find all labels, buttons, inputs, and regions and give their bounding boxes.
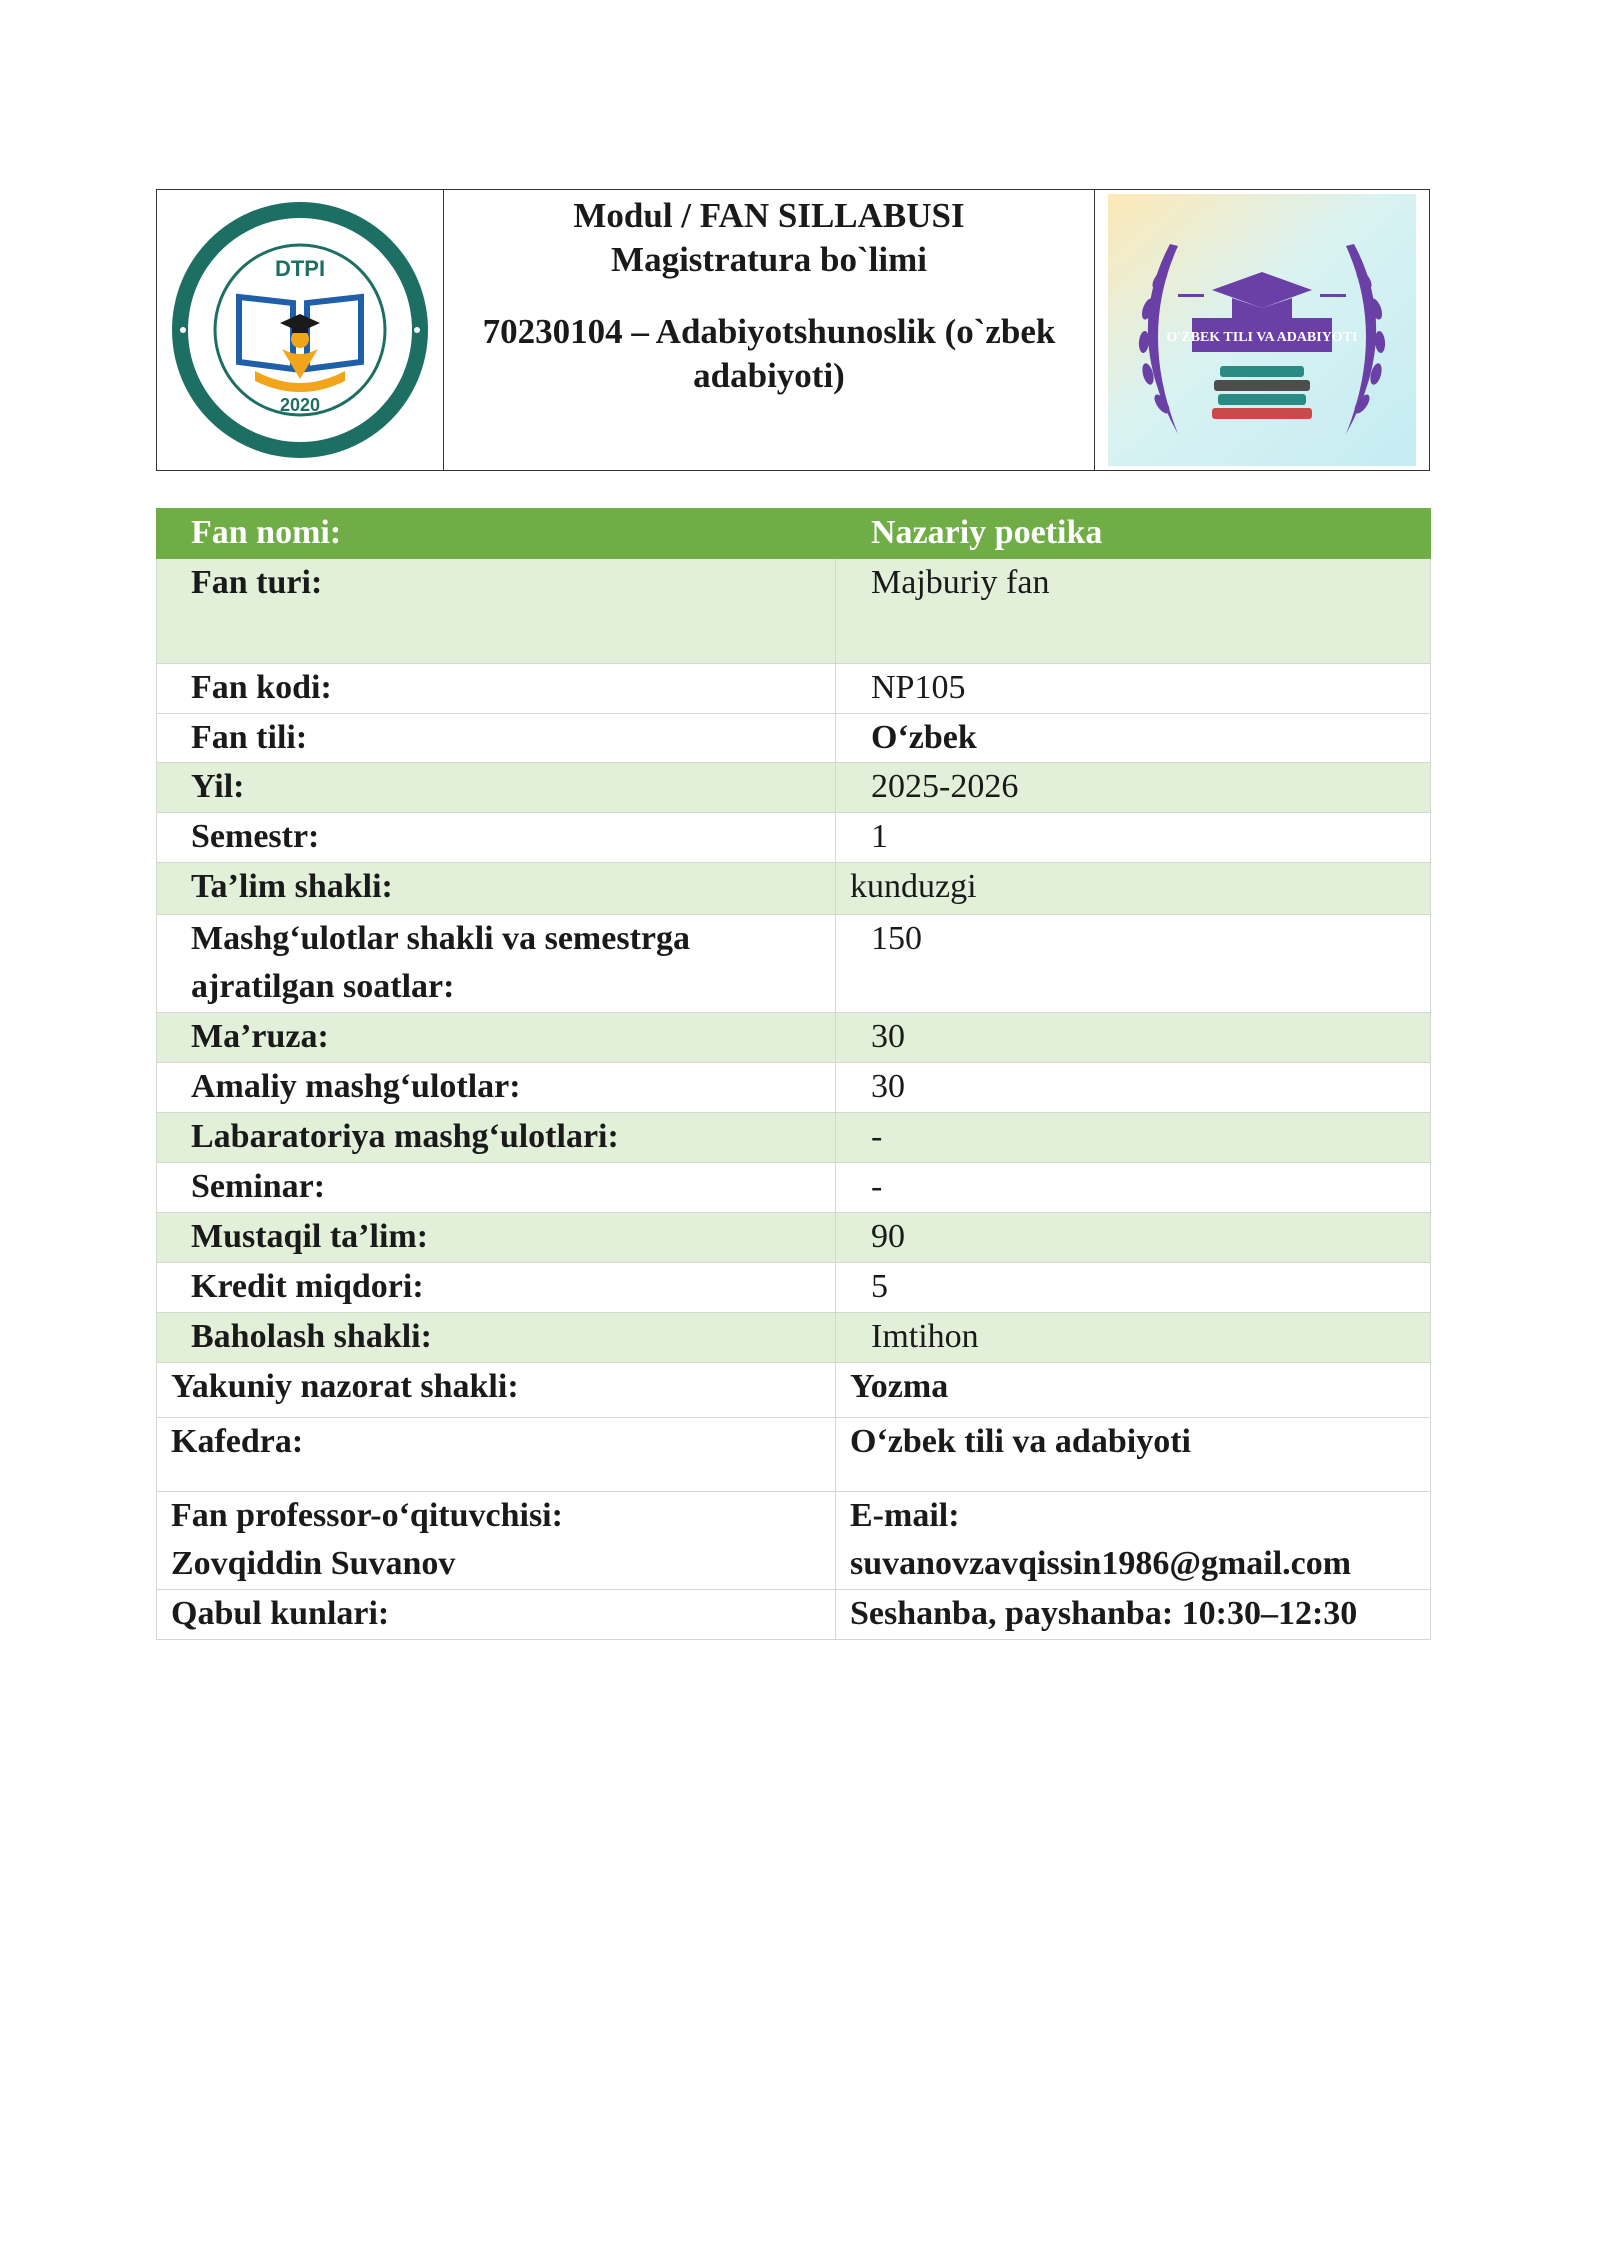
table-row (157, 863, 1431, 915)
field-value: 150 (871, 920, 922, 957)
field-value: - (871, 1168, 883, 1205)
field-value: Majburiy fan (871, 564, 1050, 601)
field-label: Baholash shakli: (191, 1318, 432, 1355)
field-label: Seminar: (191, 1168, 326, 1205)
field-label: Fan kodi: (191, 669, 332, 706)
course-info-table (156, 508, 1431, 1640)
table-row (157, 813, 1431, 863)
table-row (157, 763, 1431, 813)
table-row (157, 559, 1431, 664)
field-label: Mashg‘ulotlar shakli va semestrga ajratilgan soatlar: (191, 920, 690, 1005)
field-label: Ma’ruza: (191, 1018, 329, 1055)
table-row (157, 1263, 1431, 1313)
svg-text:2020: 2020 (279, 395, 321, 415)
field-value: Seshanba, payshanba: 10:30–12:30 (850, 1595, 1358, 1632)
header-title-block (444, 190, 1095, 470)
table-row (157, 1113, 1431, 1163)
email-address: suvanovzavqissin1986@gmail.com (850, 1545, 1352, 1582)
field-label: Fan nomi: (191, 514, 342, 551)
dtpi-emblem-icon (169, 199, 431, 461)
svg-text:DTPI: DTPI (274, 256, 326, 281)
field-label: Amaliy mashg‘ulotlar: (191, 1068, 521, 1105)
field-value: Imtihon (871, 1318, 979, 1355)
program-title-line2: adabiyoti) (693, 356, 845, 395)
field-value: NP105 (871, 669, 966, 706)
field-value: O‘zbek tili va adabiyoti (850, 1423, 1191, 1460)
svg-text:DENOV TADBIRKORLIK VA PEDAGOGI: DENOV TADBIRKORLIK VA PEDAGOGIKA INSTITUTI (196, 225, 404, 326)
teacher-role-label: Fan professor-o‘qituvchisi: (171, 1497, 563, 1534)
field-label: Yakuniy nazorat shakli: (171, 1368, 519, 1405)
table-row (157, 1213, 1431, 1263)
program-title-line1: 70230104 – Adabiyotshunoslik (o`zbek (482, 312, 1056, 351)
field-value (836, 1492, 1430, 1588)
field-value: O‘zbek (871, 719, 977, 756)
graduation-laurel-icon (1108, 194, 1416, 466)
field-value: kunduzgi (850, 868, 977, 905)
table-row (157, 1590, 1431, 1640)
field-value: 90 (871, 1218, 905, 1255)
institute-logo (157, 190, 444, 470)
field-label: Qabul kunlari: (171, 1595, 390, 1632)
field-label: Fan tili: (191, 719, 308, 756)
table-row (157, 1363, 1431, 1418)
department-logo (1095, 190, 1429, 470)
field-label: Labaratoriya mashg‘ulotlari: (191, 1118, 619, 1155)
svg-text:DENOV INSTITUTE OF ENTREPRENEU: DENOV INSTITUTE OF ENTREPRENEURSHIP AND PEDAGOGY (194, 340, 406, 437)
field-label: Semestr: (191, 818, 320, 855)
field-value: - (871, 1118, 883, 1155)
document-title: Modul / FAN SILLABUSI (573, 196, 965, 235)
field-value: 5 (871, 1268, 888, 1305)
table-row (157, 1013, 1431, 1063)
field-label: Kredit miqdori: (191, 1268, 424, 1305)
syllabus-header (156, 189, 1430, 471)
field-label: Ta’lim shakli: (191, 868, 393, 905)
field-value: Yozma (850, 1368, 949, 1405)
table-row (157, 664, 1431, 714)
field-label: Mustaqil ta’lim: (191, 1218, 429, 1255)
table-row (157, 1418, 1431, 1492)
field-value: Nazariy poetika (871, 514, 1103, 551)
table-row (157, 1163, 1431, 1213)
field-label: Fan turi: (191, 564, 323, 601)
table-row (157, 1313, 1431, 1363)
field-value: 30 (871, 1068, 905, 1105)
table-row (157, 1492, 1431, 1590)
field-value: 30 (871, 1018, 905, 1055)
field-label: Yil: (191, 768, 245, 805)
field-value: 1 (871, 818, 888, 855)
table-row (157, 915, 1431, 1013)
table-row (157, 1063, 1431, 1113)
field-value: 2025-2026 (871, 768, 1019, 805)
field-label (157, 1492, 835, 1588)
field-label: Kafedra: (171, 1423, 304, 1460)
table-row (157, 509, 1431, 559)
teacher-name: Zovqiddin Suvanov (171, 1545, 456, 1582)
svg-text:O'ZBEK TILI VA ADABIYOTI: O'ZBEK TILI VA ADABIYOTI (1166, 330, 1358, 345)
email-label: E-mail: (850, 1497, 960, 1534)
table-row (157, 714, 1431, 763)
department-title: Magistratura bo`limi (611, 240, 927, 279)
